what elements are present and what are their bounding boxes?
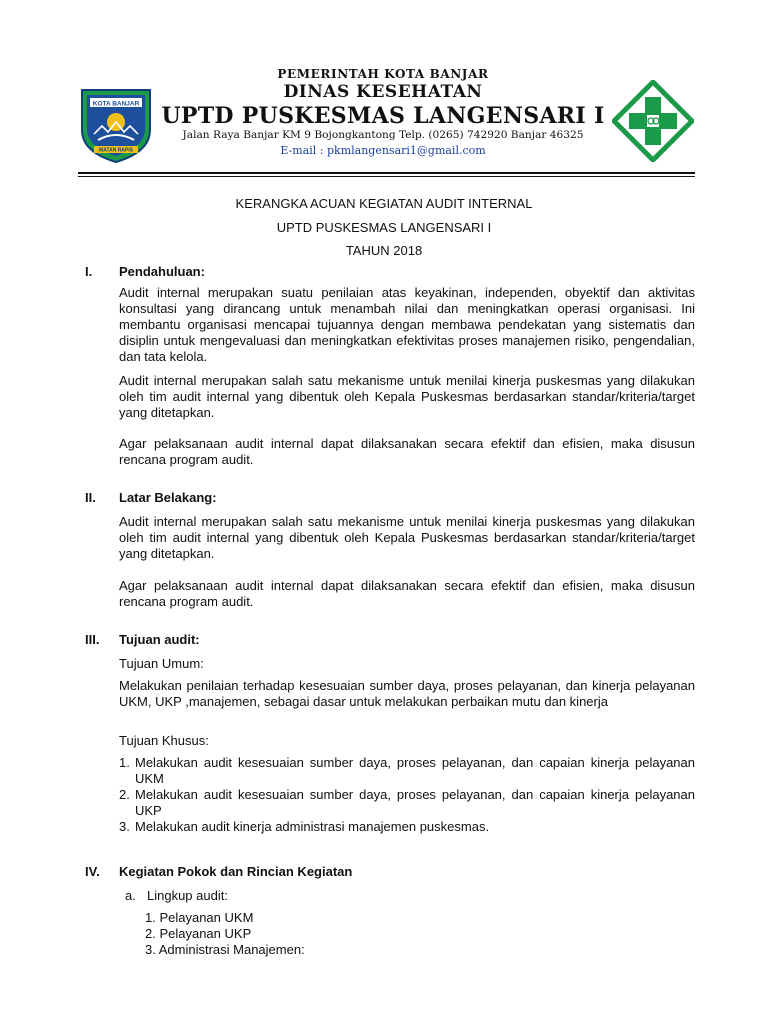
section-1-paragraph-3: Agar pelaksanaan audit internal dapat dilaksanakan secara efektif dan efisien, maka disusun rencana program audit. [119,436,695,467]
specific-goal-list [119,755,695,835]
list-item: 2. Pelayanan UKP [145,926,252,941]
list-item-text: Melakukan audit kinerja administrasi manajemen puskesmas. [135,819,490,834]
section-3-number: III. [85,632,100,647]
institution-address: Jalan Raya Banjar KM 9 Bojongkantong Telp. (0265) 742920 Banjar 46325 [182,129,584,141]
section-4-title: Kegiatan Pokok dan Rincian Kegiatan [119,864,353,879]
list-item-text: Melakukan audit kesesuaian sumber daya, proses pelayanan, dan capaian kinerja pelayanan UKM [135,755,695,786]
section-2-paragraph-2: Agar pelaksanaan audit internal dapat dilaksanakan secara efektif dan efisien, maka disusun rencana program audit. [119,578,695,609]
scope-letter: a. [125,888,136,903]
emblem-label: KOTA BANJAR [92,100,140,108]
document-title-line-1: KERANGKA ACUAN KEGIATAN AUDIT INTERNAL [235,196,533,211]
general-goal-text: Melakukan penilaian terhadap kesesuaian sumber daya, proses pelayanan, dan kinerja pelayanan UKM, UKP ,manajemen, sebagai dasar untuk melakukan perbaikan mutu dan kinerja [119,678,695,709]
section-1-number: I. [85,264,93,279]
emblem-motto: MATAN RAPIS [99,147,133,154]
list-item-number: 2. [119,787,130,802]
kota-banjar-emblem-icon [78,86,154,164]
specific-goal-label: Tujuan Khusus: [119,733,209,748]
list-item [119,787,695,819]
scope-subheading [125,888,228,904]
section-1-paragraph-2: Audit internal merupakan salah satu mekanisme untuk menilai kinerja puskesmas yang dilakukan oleh tim audit internal yang dibentuk oleh Kepala Puskesmas berdasarkan standar/kriteria/target yang ditetapkan. [119,373,695,420]
list-item: 3. Administrasi Manajemen: [145,942,305,957]
section-1-paragraph-1: Audit internal merupakan suatu penilaian atas keyakinan, independen, obyektif dan aktivitas konsultasi yang dirancang untuk menambah nilai dan meningkatkan operasi organisasi. Ini membantu organisasi mencapai tujuannya dengan membawa pendekatan yang sistematis dan disiplin untuk mengevaluasi dan meningkatkan efektivitas proses manajemen risiko, pengendalian, dan tata kelola. [119,285,695,364]
section-2-title: Latar Belakang: [119,490,217,505]
letterhead-rule-thin [78,176,695,177]
section-1-title: Pendahuluan: [119,264,205,279]
document-title-line-2: UPTD PUSKESMAS LANGENSARI I [276,220,492,235]
puskesmas-logo-icon [612,80,694,162]
section-2-paragraph-1: Audit internal merupakan salah satu mekanisme untuk menilai kinerja puskesmas yang dilakukan oleh tim audit internal yang dibentuk oleh Kepala Puskesmas berdasarkan standar/kriteria/target yang ditetapkan. [119,514,695,561]
list-item-number: 3. [119,819,130,834]
institution-email: E-mail : pkmlangensari1@gmail.com [280,144,486,157]
list-item: 1. Pelayanan UKM [145,910,254,925]
general-goal-label: Tujuan Umum: [119,656,204,671]
list-item [119,755,695,787]
list-item-number: 1. [119,755,130,770]
list-item [119,819,695,835]
section-2-number: II. [85,490,96,505]
section-4-number: IV. [85,864,100,879]
letterhead-text [160,66,606,158]
institution-name: UPTD PUSKESMAS LANGENSARI I [161,103,605,129]
letterhead-rule-thick [78,172,695,174]
list-item-text: Melakukan audit kesesuaian sumber daya, proses pelayanan, dan capaian kinerja pelayanan UKP [135,787,695,818]
government-name: PEMERINTAH KOTA BANJAR [277,67,489,81]
scope-title: Lingkup audit: [147,888,228,903]
scope-list [145,910,305,958]
document-title-line-3: TAHUN 2018 [345,243,423,258]
section-3-title: Tujuan audit: [119,632,200,647]
department-name: DINAS KESEHATAN [283,82,483,102]
letterhead [0,0,768,180]
